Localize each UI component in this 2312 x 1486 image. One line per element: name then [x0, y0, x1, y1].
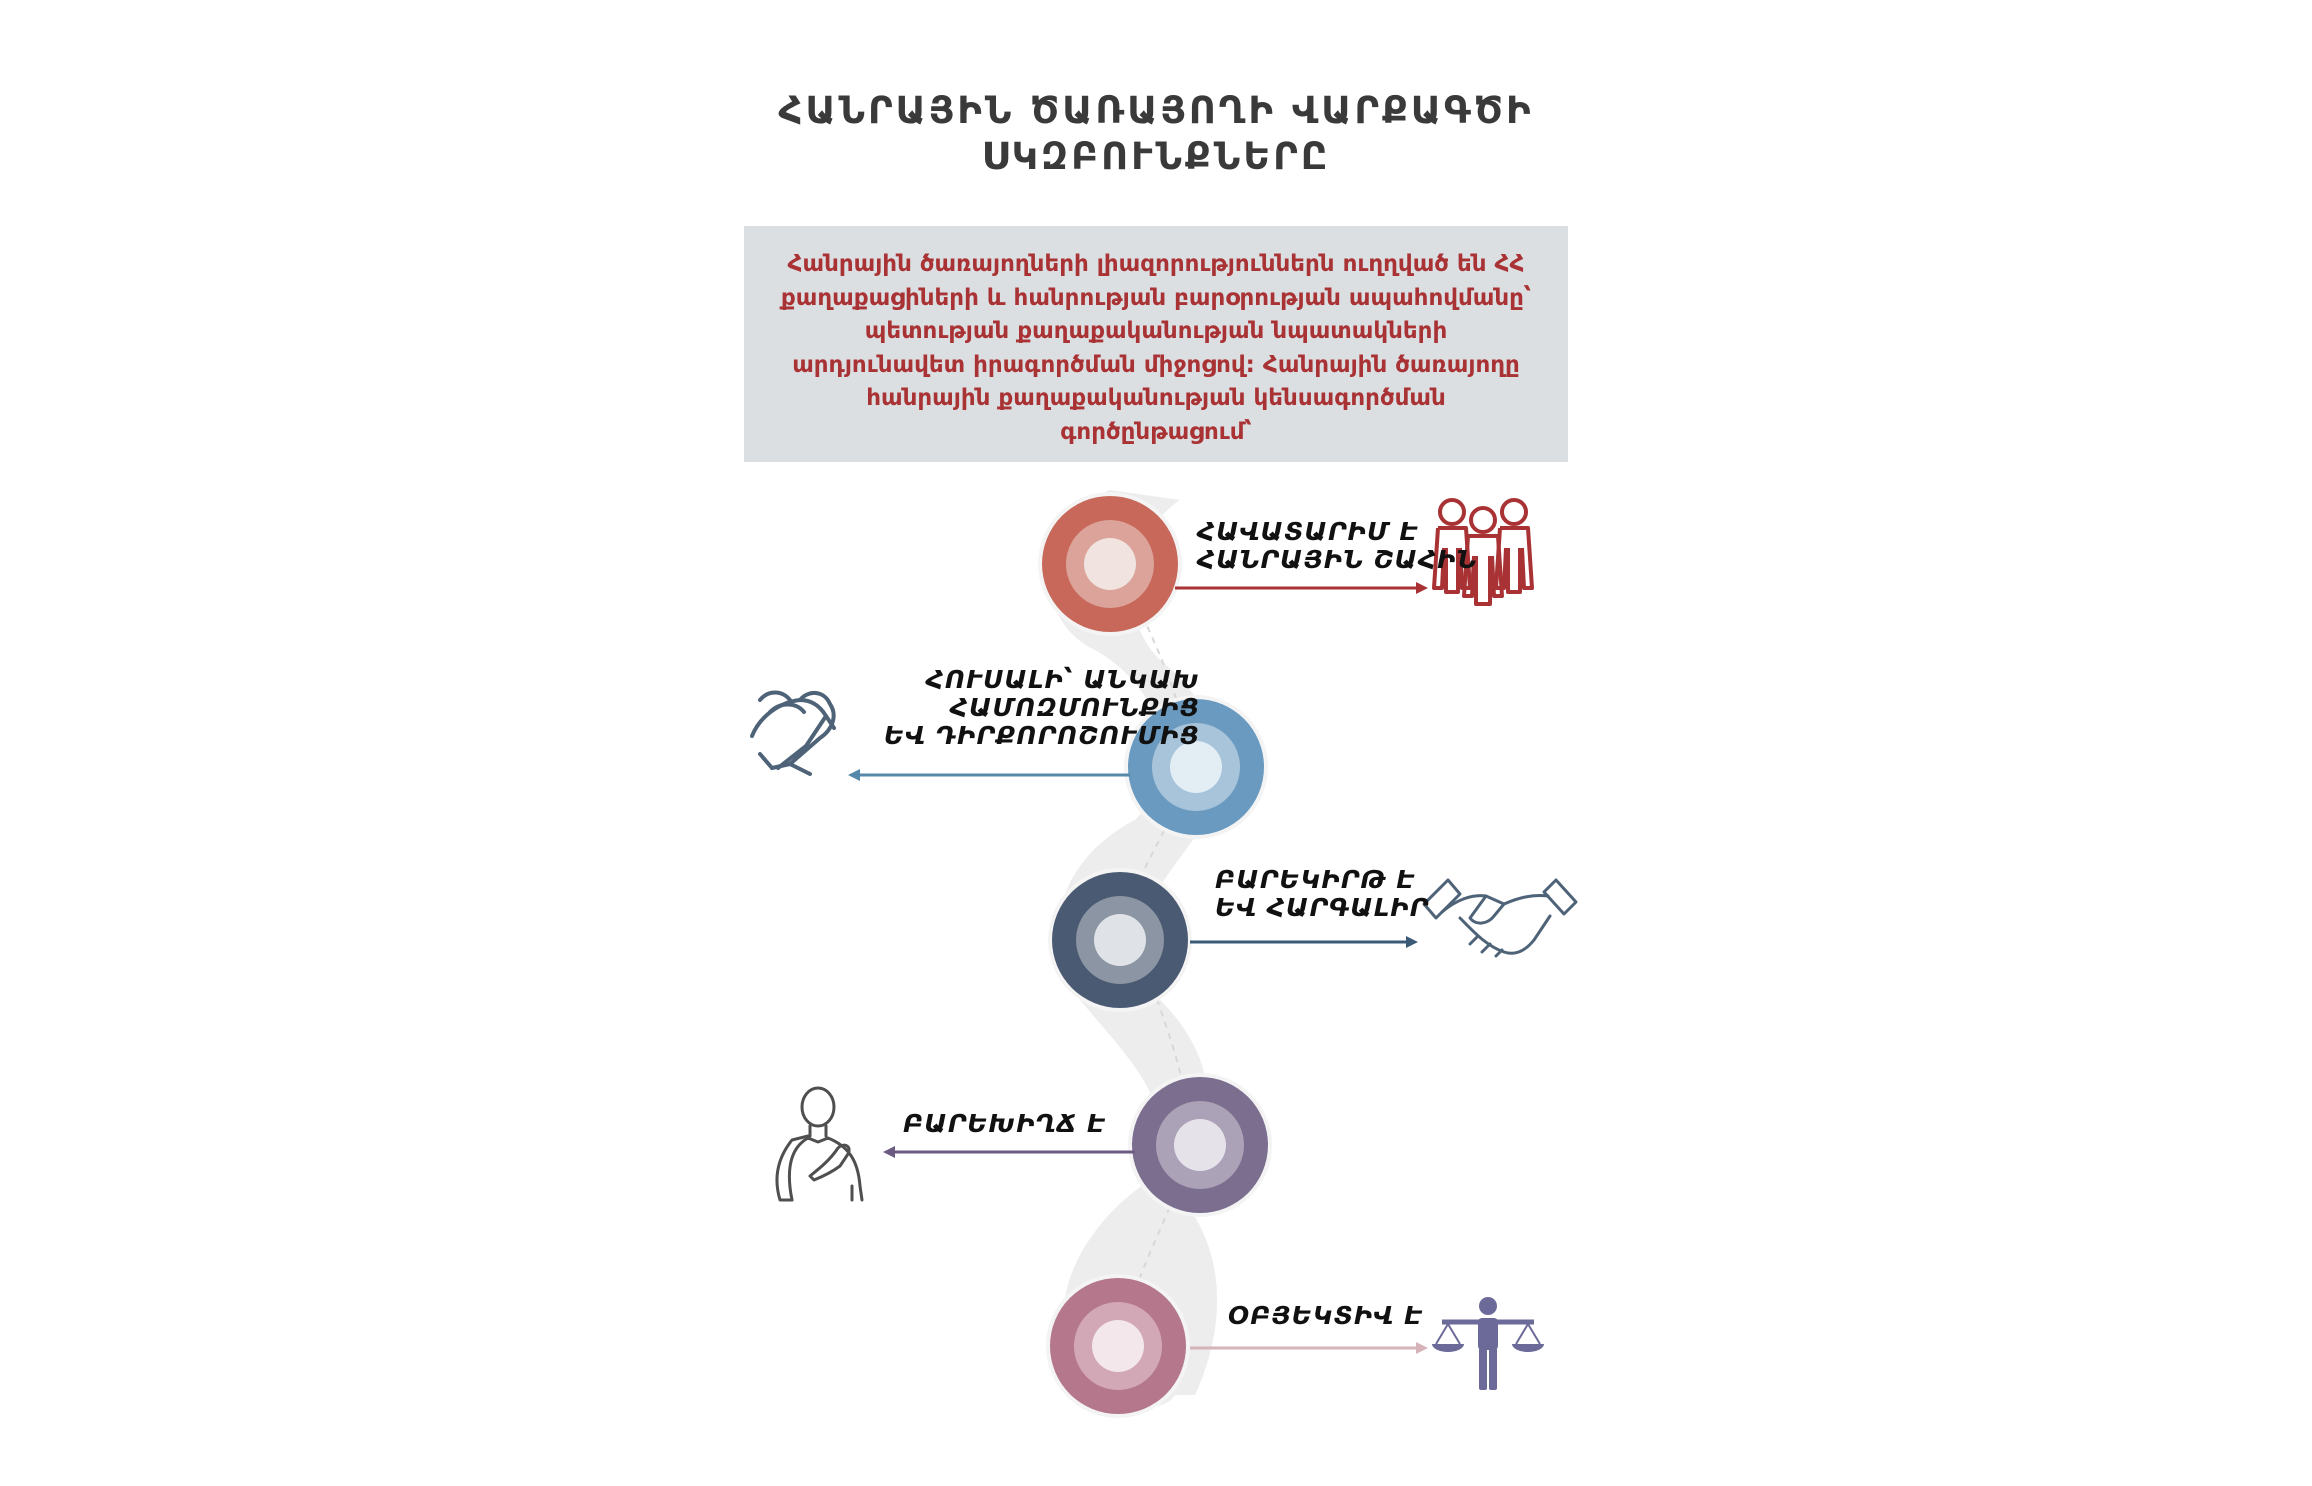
principle-label-public-interest: [1197, 518, 1478, 574]
title-line-1: ՀԱՆՐԱՅԻՆ ԾԱՌԱՅՈՂԻ ՎԱՐՔԱԳԾԻ: [778, 89, 1534, 132]
circle-core: [1094, 914, 1146, 966]
arrow-public-interest: [1175, 582, 1428, 594]
arrow-independent: [848, 769, 1130, 781]
principle-label-honest: [903, 1110, 1106, 1138]
label-line: ՀՈՒՍԱԼԻ՝ ԱՆԿԱԽ: [925, 665, 1200, 694]
arrow-objective: [1190, 1342, 1428, 1354]
circle-core: [1174, 1119, 1226, 1171]
intro-line: գործընթացում՝: [1060, 418, 1252, 445]
title-line-2: ՍԿԶԲՈՒՆՔՆԵՐԸ: [981, 135, 1331, 178]
arrow-respectful: [1190, 936, 1418, 948]
circle-core: [1084, 538, 1136, 590]
intro-line: քաղաքացիների և հանրության բարօրության ապահովմանը՝: [780, 284, 1532, 311]
principle-circle-public-interest: [1038, 492, 1182, 636]
intro-line: պետության քաղաքականության նպատակների: [864, 318, 1448, 344]
label-line: ՀԱՄՈԶՄՈՒՆՔԻՑ: [949, 693, 1200, 722]
intro-line: հանրային քաղաքականության կենսագործման: [866, 385, 1446, 411]
label-line: ԵՎ ԴԻՐՔՈՐՈՇՈՒՄԻՑ: [883, 721, 1200, 750]
principle-label-objective: [1228, 1302, 1423, 1330]
arrow-honest: [883, 1146, 1135, 1158]
principle-circle-respectful: [1048, 868, 1192, 1012]
intro-line: Հանրային ծառայողների լիազորություններն ուղղված են ՀՀ: [787, 251, 1525, 277]
arm-wrestling-icon: [752, 693, 834, 775]
intro-line: արդյունավետ իրագործման միջոցով: Հանրային ծառայողը: [792, 351, 1520, 378]
principle-circle-honest: [1128, 1073, 1272, 1217]
circle-core: [1092, 1320, 1144, 1372]
label-line: ԵՎ ՀԱՐԳԱԼԻՐ: [1215, 893, 1430, 922]
justice-scales-icon: [1432, 1297, 1544, 1390]
principle-label-respectful: [1215, 866, 1429, 922]
principle-label-independent: [884, 666, 1200, 750]
hand-on-heart-icon: [777, 1088, 862, 1200]
label-line: ՕԲՅԵԿՏԻՎ Է: [1228, 1301, 1424, 1330]
handshake-icon: [1424, 880, 1576, 956]
label-line: ՀԱՎԱՏԱՐԻՄ Է: [1197, 517, 1419, 546]
label-line: ՀԱՆՐԱՅԻՆ ՇԱՀԻՆ: [1197, 545, 1478, 574]
principle-circle-objective: [1046, 1274, 1190, 1418]
label-line: ԲԱՐԵԽԻՂՃ Է: [902, 1109, 1106, 1138]
label-line: ԲԱՐԵԿԻՐԹ Է: [1215, 865, 1416, 894]
